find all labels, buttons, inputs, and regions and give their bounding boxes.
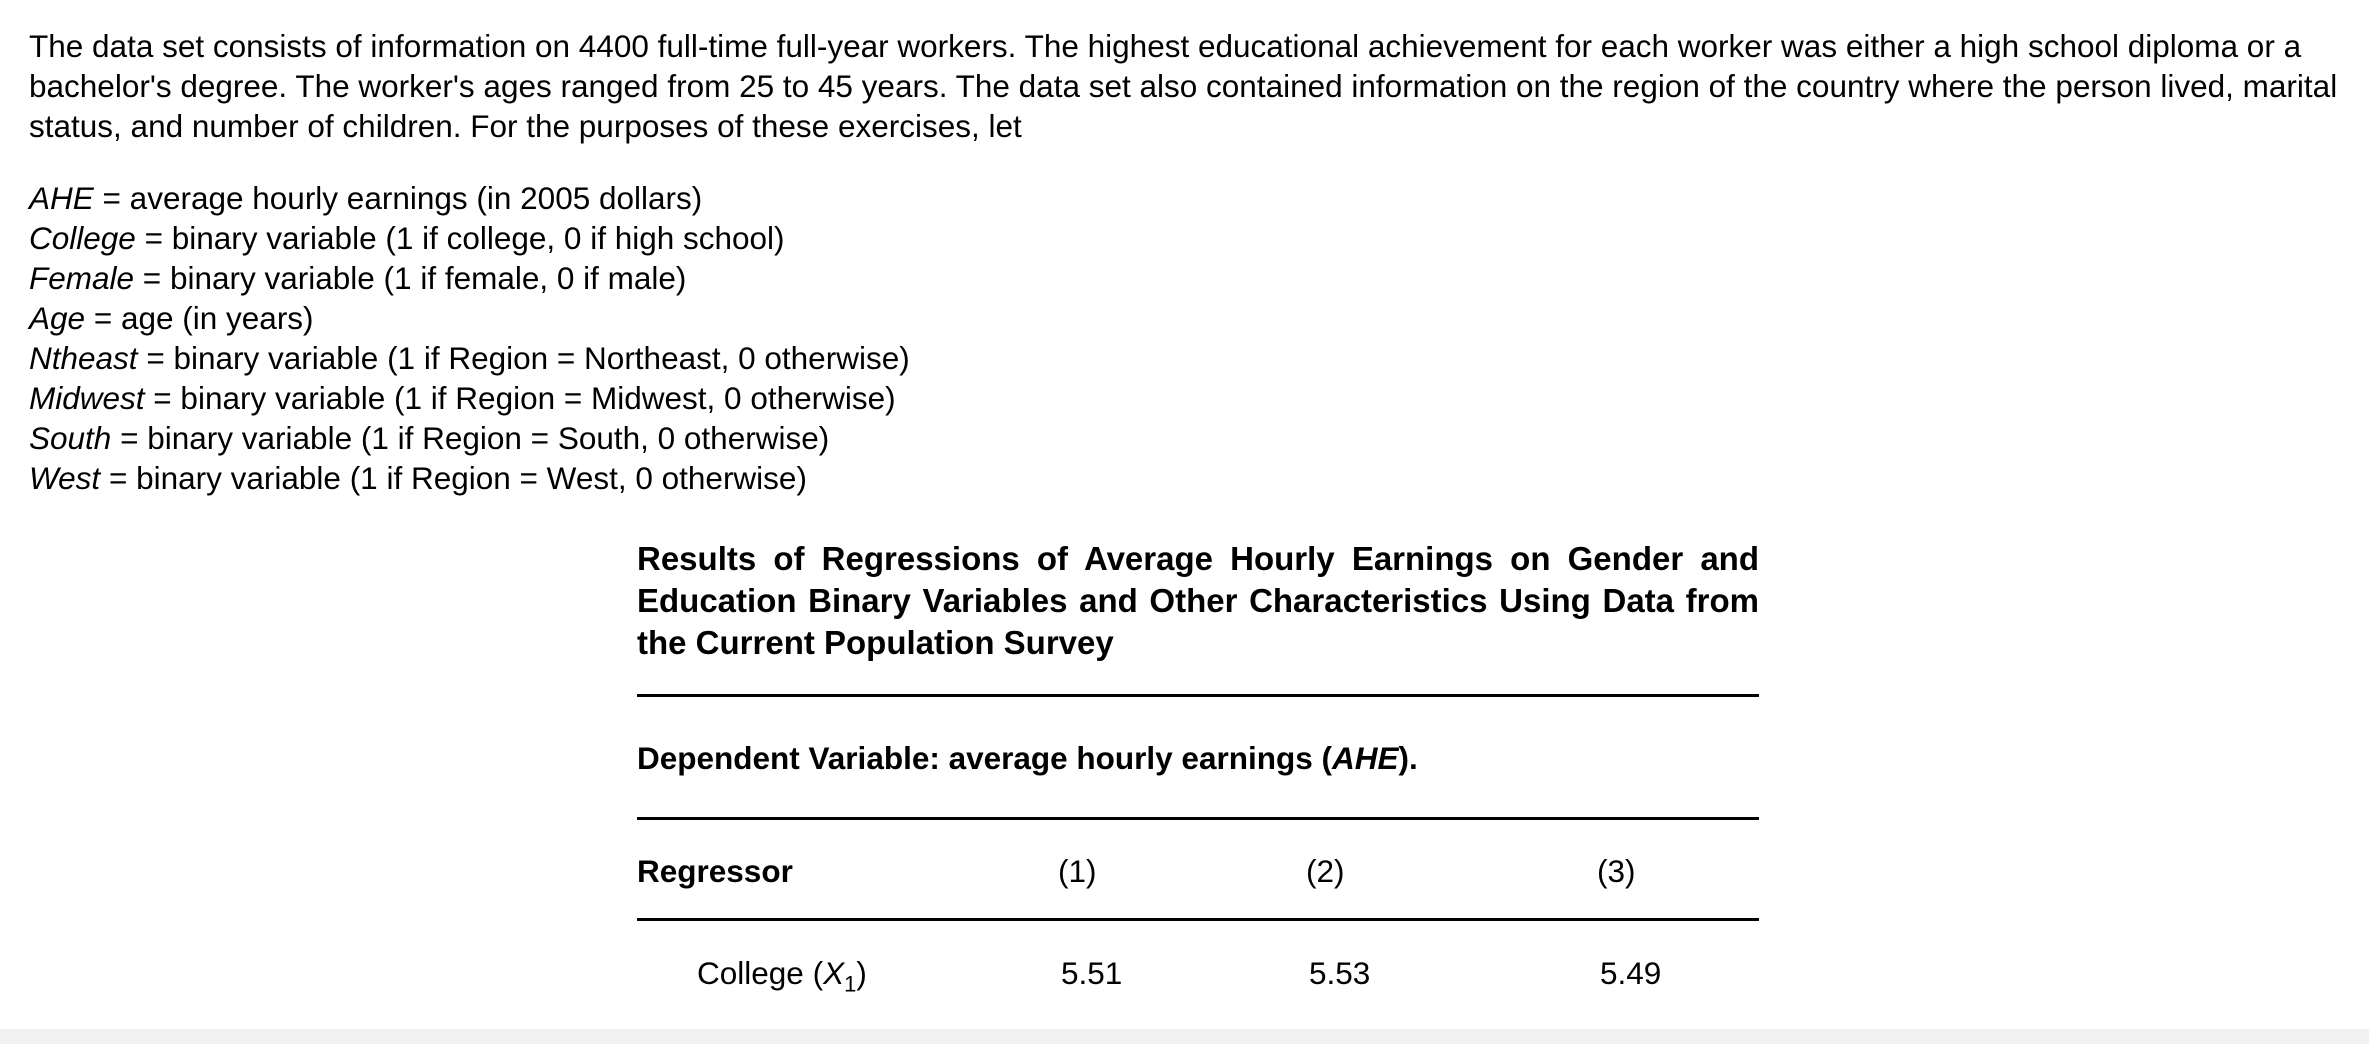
column-header-3: (3) — [1597, 853, 1636, 889]
definition-description: = average hourly earnings (in 2005 dollars) — [93, 180, 703, 216]
dependent-variable-abbr: AHE — [1331, 740, 1399, 776]
column-header-2: (2) — [1306, 853, 1345, 889]
definition-description: = binary variable (1 if Region = West, 0 otherwise) — [100, 460, 807, 496]
column-header-regressor: Regressor — [637, 853, 793, 889]
definition-college — [29, 218, 910, 258]
definition-west — [29, 458, 910, 498]
definition-description: = binary variable (1 if Region = Midwest, 0 otherwise) — [144, 380, 896, 416]
row-label-suffix: ) — [856, 955, 867, 991]
table-cell-college-col2: 5.53 — [1309, 955, 1371, 991]
dependent-variable-caption — [637, 738, 1418, 778]
row-label-prefix: College ( — [697, 955, 824, 991]
definition-age — [29, 298, 910, 338]
row-label-variable: X — [823, 955, 845, 991]
definition-variable: West — [29, 460, 101, 496]
definition-ahe — [29, 178, 910, 218]
header-bottom-rule — [637, 918, 1759, 921]
definition-variable: College — [29, 220, 136, 256]
table-cell-college-col1: 5.51 — [1061, 955, 1123, 991]
definition-ntheast — [29, 338, 910, 378]
row-label-college — [697, 953, 867, 1004]
column-header-1: (1) — [1058, 853, 1097, 889]
definition-description: = binary variable (1 if female, 0 if male) — [134, 260, 687, 296]
table-title: Results of Regressions of Average Hourly Earnings on Gender and Education Binary Variables and Other Characteristics Using Data from the Current Population Survey — [637, 540, 1759, 661]
definition-south — [29, 418, 910, 458]
table-title-block — [637, 538, 1759, 664]
variable-definitions — [29, 178, 910, 498]
definition-variable: Female — [29, 260, 135, 296]
page-bottom-bar — [0, 1029, 2369, 1044]
definition-description: = binary variable (1 if college, 0 if high school) — [135, 220, 785, 256]
header-top-rule — [637, 817, 1759, 820]
definition-description: = binary variable (1 if Region = Northeast, 0 otherwise) — [137, 340, 910, 376]
dependent-variable-suffix: ). — [1398, 740, 1418, 776]
definition-female — [29, 258, 910, 298]
definition-variable: Midwest — [29, 380, 145, 416]
intro-paragraph: The data set consists of information on 4400 full-time full-year workers. The highest educational achievement for each worker was either a high school diploma or a bachelor's degree. The worker's ages ranged from 25 to 45 years. The data set also contained information on the region of the country where the person lived, marital status, and number of children. For the purposes of these exercises, let — [29, 28, 2338, 144]
table-cell-college-col3: 5.49 — [1600, 955, 1662, 991]
definition-description: = age (in years) — [85, 300, 314, 336]
dependent-variable-prefix: Dependent Variable: average hourly earnings ( — [637, 740, 1332, 776]
definition-variable: AHE — [29, 180, 94, 216]
definition-midwest — [29, 378, 910, 418]
definition-variable: South — [29, 420, 112, 456]
definition-variable: Age — [29, 300, 86, 336]
definition-variable: Ntheast — [29, 340, 138, 376]
table-top-rule — [637, 694, 1759, 697]
definition-description: = binary variable (1 if Region = South, 0 otherwise) — [111, 420, 830, 456]
row-label-subscript: 1 — [844, 971, 857, 997]
